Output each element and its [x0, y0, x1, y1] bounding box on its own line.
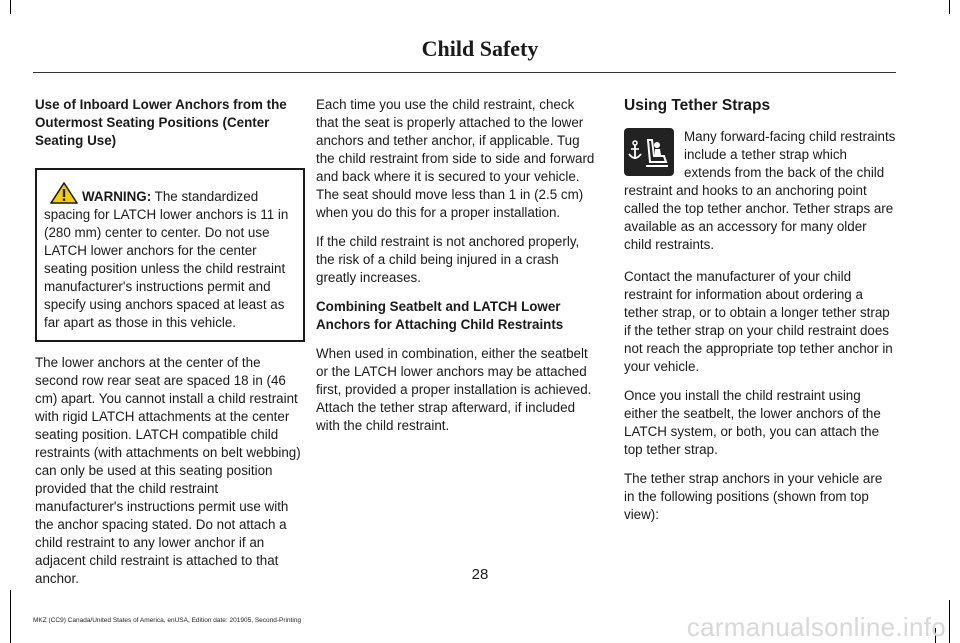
tether-intro-block — [624, 128, 896, 268]
column-left — [35, 96, 305, 599]
warning-box — [35, 168, 305, 342]
warning-text — [44, 188, 297, 332]
column-middle — [316, 96, 600, 446]
paragraph-combination: When used in combination, either the seatbelt or the LATCH lower anchors may be attached first, provided a proper installation is achieved. Attach the tether strap afterward, if included with the child restraint. — [316, 346, 592, 433]
crop-mark-tl-v — [10, 0, 11, 14]
paragraph-center-anchors: The lower anchors at the center of the second row rear seat are spaced 18 in (46 cm) apart. You cannot install a child restraint with rigid LATCH attachments at the center seating position. LATCH compatible child restraints (with attachments on belt webbing) can only be used at this seating position provided that the child restraint manufacturer's instructions permit use with the anchor spacing stated. Do not attach a child restraint to any lower anchor if an adjacent child restraint is attached to that anchor. — [35, 355, 301, 586]
page-number: 28 — [471, 566, 489, 583]
header-divider — [33, 72, 896, 73]
edition-footer: MKZ (CC9) Canada/United States of America, enUSA, Edition date: 201905, Second-Printing — [33, 617, 302, 624]
column-right — [624, 96, 896, 535]
paragraph-check-attachment: Each time you use the child restraint, check that the seat is properly attached to the lower anchors and tether anchor, if applicable. Tug the child restraint from side to side and forward and back where it is secured to your vehicle. The seat should move less than 1 in (2.5 cm) when you do this for a proper installation. — [316, 97, 595, 220]
paragraph-anchor-positions: The tether strap anchors in your vehicle are in the following positions (shown from top view): — [624, 471, 883, 522]
paragraph-tether-intro: Many forward-facing child restraints include a tether strap which extends from the back of the child restraint and hooks to an anchoring point called the top tether anchor. Tether straps are available as an accessory for many older child restraints. — [624, 129, 896, 252]
crop-mark-br-v — [949, 600, 950, 643]
subheading-combining: Combining Seatbelt and LATCH Lower Anchors for Attaching Child Restraints — [316, 299, 564, 332]
section-heading-tether-straps: Using Tether Straps — [624, 97, 771, 114]
crop-mark-tr-v — [949, 0, 950, 14]
subheading-inboard-anchors: Use of Inboard Lower Anchors from the Outermost Seating Positions (Center Seating Use) — [35, 97, 287, 148]
child-seat-anchor-glyph — [626, 132, 672, 172]
paragraph-contact-manufacturer: Contact the manufacturer of your child restraint for information about ordering a tether strap, or to obtain a longer tether strap if the tether strap on your child restraint does not reach the appropriate top tether anchor in your vehicle. — [624, 269, 893, 374]
page-title: Child Safety — [421, 36, 539, 61]
paragraph-attach-tether: Once you install the child restraint using either the seatbelt, the lower anchors of the LATCH system, or both, you can attach the top tether strap. — [624, 388, 881, 457]
warning-body: The standardized spacing for LATCH lower anchors is 11 in (280 mm) center to center. Do not use LATCH lower anchors for the center seating position unless the child restraint manufacturer's instructions permit and specify using anchors spaced at least as far apart as those in this vehicle. — [44, 189, 289, 330]
paragraph-anchor-risk: If the child restraint is not anchored properly, the risk of a child being injured in a crash greatly increases. — [316, 234, 580, 285]
warning-triangle-icon — [50, 182, 78, 204]
warning-label: WARNING: — [82, 189, 152, 204]
child-seat-anchor-icon — [624, 128, 674, 176]
watermark: carmanualsonline.info — [686, 612, 946, 642]
warning-content — [44, 188, 297, 332]
crop-mark-bl-v — [10, 590, 11, 643]
